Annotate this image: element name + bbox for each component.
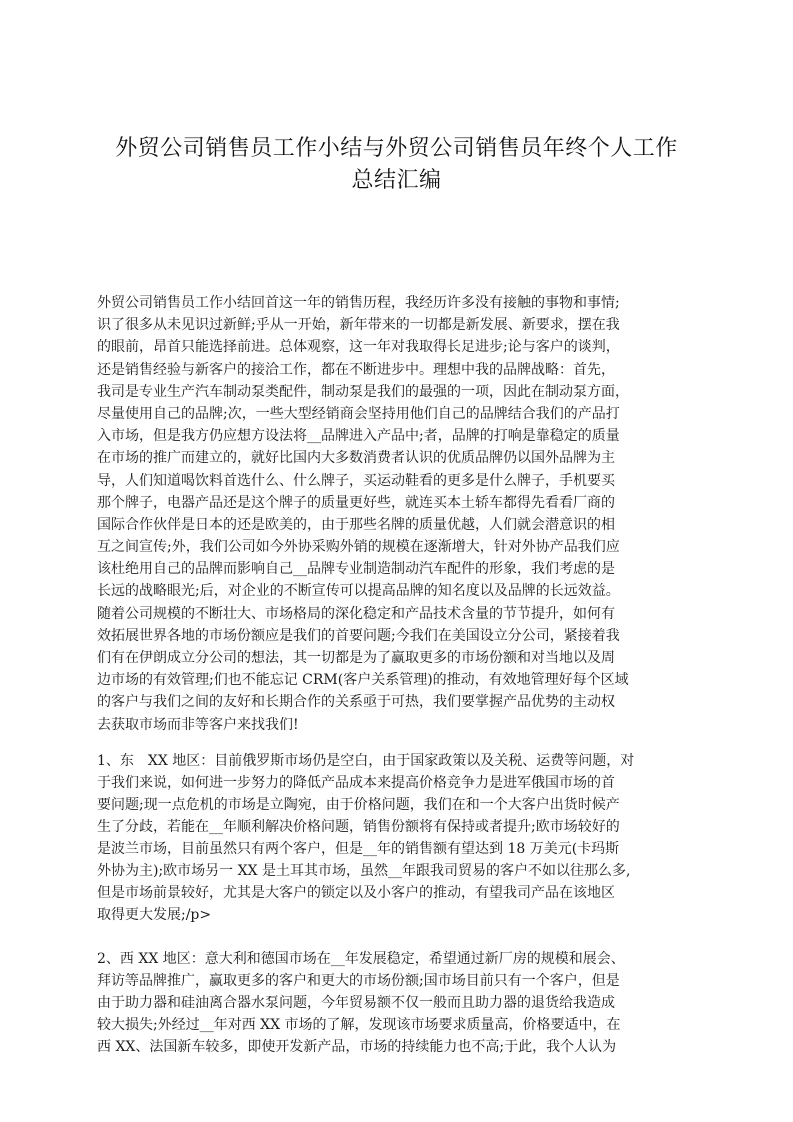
title-line: 总结汇编 bbox=[351, 168, 442, 193]
text-line: 互之间宣传;外，我们公司如今外协采购外销的规模在逐渐增大，针对外协产品我们应 bbox=[97, 539, 620, 556]
text-line: 导，人们知道喝饮料首选什么、什么牌子，买运动鞋看的更多是什么牌子，手机要买 bbox=[97, 472, 615, 489]
text-line: 们有在伊朗成立分公司的想法，其一切都是为了赢取更多的市场份额和对当地以及周 bbox=[97, 650, 615, 666]
text-line: 的客户与我们之间的友好和长期合作的关系亟于可热，我们要掌握产品优势的主动权 bbox=[97, 694, 615, 711]
text-line: 效拓展世界各地的市场份额应是我们的首要问题;今我们在美国设立分公司，紧接着我 bbox=[97, 627, 620, 644]
text-line: 长远的战略眼光;后，对企业的不断宣传可以提高品牌的知名度以及品牌的长远效益。 bbox=[97, 583, 620, 600]
text-line: 于我们来说，如何进一步努力的降低产品成本来提高价格竞争力是进军俄国市场的首 bbox=[97, 774, 615, 791]
paragraph-intro bbox=[97, 292, 707, 736]
text-line: 拜访等品牌推广，赢取更多的客户和更大的市场份额;国市场目前只有一个客户，但是 bbox=[97, 972, 620, 989]
paragraph-west-region bbox=[97, 948, 707, 1058]
text-line: 生了分歧，若能在__年顺利解决价格问题，销售份额将有保持或者提升;欧市场较好的 bbox=[97, 818, 620, 835]
text-line: 识了很多从未见识过新鲜;乎从一开始，新年带来的一切都是新发展、新要求，摆在我 bbox=[97, 317, 620, 334]
text-line: 取得更大发展;/p> bbox=[97, 906, 212, 923]
paragraph-east-region bbox=[97, 750, 707, 926]
document-body bbox=[97, 292, 707, 1058]
text-line: 国际合作伙伴是日本的还是欧美的，由于那些名牌的质量优越，人们就会潜意识的相 bbox=[97, 516, 615, 533]
text-line: 入市场，但是我方仍应想方设法将__品牌进入产品中;者，品牌的打响是靠稳定的质量 bbox=[97, 428, 620, 445]
document-title bbox=[80, 133, 713, 197]
text-line: 西 XX、法国新车较多，即使开发新产品，市场的持续能力也不高;于此，我个人认为 bbox=[97, 1038, 617, 1055]
text-line: 由于助力器和硅油离合器水泵问题，今年贸易额不仅一般而且助力器的退货给我造成 bbox=[97, 994, 615, 1011]
text-line: 边市场的有效管理;们也不能忘记 CRM(客户关系管理)的推动，有效地管理好每个区域 bbox=[97, 672, 629, 689]
text-line: 外贸公司销售员工作小结回首这一年的销售历程，我经历许多没有接触的事物和事情; bbox=[97, 295, 620, 311]
text-line: 随着公司规模的不断壮大、市场格局的深化稳定和产品技术含量的节节提升，如何有 bbox=[97, 605, 615, 622]
text-line: 2、西 XX 地区：意大利和德国市场在__年发展稳定，希望通过新厂房的规模和展会、 bbox=[97, 950, 625, 967]
text-line: 较大损失;外经过__年对西 XX 市场的了解，发现该市场要求质量高，价格要适中，在 bbox=[97, 1016, 621, 1033]
title-line: 外贸公司销售员工作小结与外贸公司销售员年终个人工作 bbox=[115, 136, 678, 161]
text-line: 要问题;现一点危机的市场是立陶宛，由于价格问题，我们在和一个大客户出货时候产 bbox=[97, 796, 620, 813]
text-line: 那个牌子，电器产品还是这个牌子的质量更好些，就连买本土轿车都得先看看厂商的 bbox=[97, 494, 615, 511]
text-line: 在市场的推广而建立的，就好比国内大多数消费者认识的优质品牌仍以国外品牌为主 bbox=[97, 450, 615, 467]
text-line: 尽量使用自己的品牌;次，一些大型经销商会坚持用他们自己的品牌结合我们的产品打 bbox=[97, 405, 620, 422]
text-line: 但是市场前景较好，尤其是大客户的锁定以及小客户的推动，有望我司产品在该地区 bbox=[97, 884, 615, 901]
text-line: 该杜绝用自己的品牌而影响自己__品牌专业制造制动汽车配件的形象，我们考虑的是 bbox=[97, 561, 615, 578]
text-line: 1、东 XX 地区：目前俄罗斯市场仍是空白，由于国家政策以及关税、运费等问题，对 bbox=[97, 752, 635, 769]
text-line: 还是销售经验与新客户的接洽工作，都在不断进步中。理想中我的品牌战略：首先， bbox=[97, 361, 615, 378]
text-line: 是波兰市场，目前虽然只有两个客户，但是__年的销售额有望达到 18 万美元(卡玛斯 bbox=[97, 840, 620, 857]
text-line: 我司是专业生产汽车制动泵类配件，制动泵是我们的最强的一项，因此在制动泵方面， bbox=[97, 383, 629, 400]
text-line: 去获取市场而非等客户来找我们! bbox=[97, 716, 299, 733]
text-line: 外协为主);欧市场另一 XX 是土耳其市场，虽然__年跟我司贸易的客户不如以往那么多, bbox=[97, 862, 631, 879]
text-line: 的眼前，昂首只能选择前进。总体观察，这一年对我取得长足进步;论与客户的谈判， bbox=[97, 339, 620, 356]
